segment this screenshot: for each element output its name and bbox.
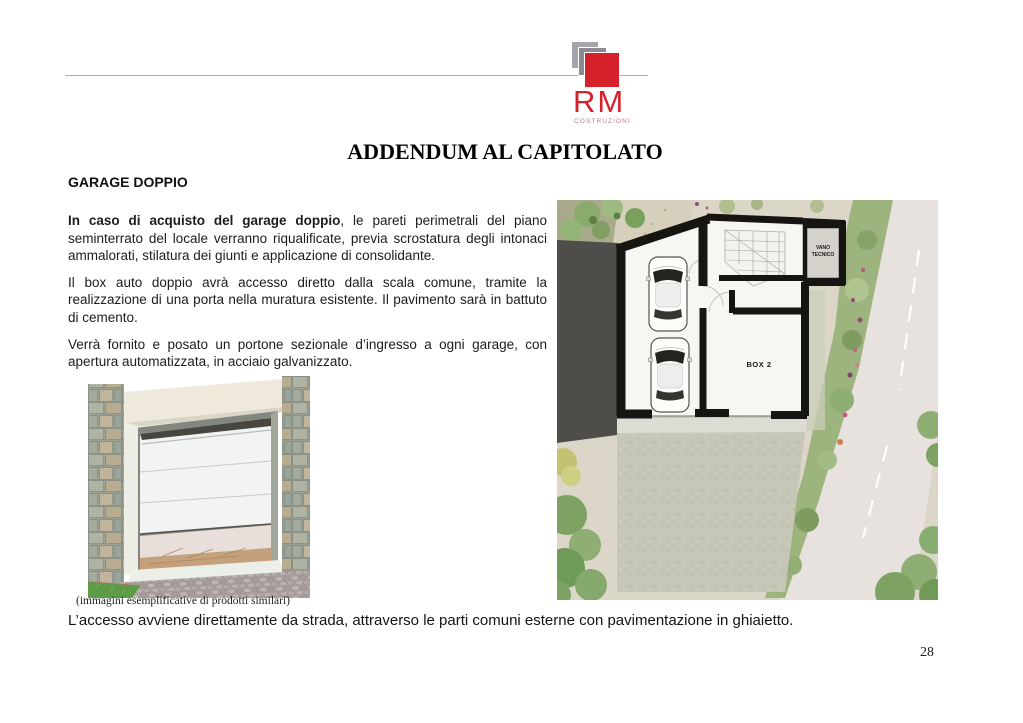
vano-tecnico-label-line1: VANO	[815, 245, 831, 251]
stone-pillar-left	[88, 384, 124, 592]
floor-plan-illustration	[557, 200, 938, 600]
logo-subtitle: COSTRUZIONI	[574, 118, 631, 125]
logo-square-front	[584, 52, 620, 88]
section-heading: GARAGE DOPPIO	[68, 174, 188, 190]
dark-area-left	[557, 240, 619, 443]
floor-plan-image	[557, 200, 938, 600]
vano-tecnico-label-line2: TECNICO	[811, 252, 835, 258]
stone-pillar-right	[282, 376, 310, 582]
company-logo	[565, 36, 645, 132]
gravel-courtyard	[617, 416, 809, 592]
logo-wordmark: RM	[573, 84, 626, 119]
paragraph-1-lead-bold: In caso di acquisto del garage doppio	[68, 213, 341, 228]
side-path	[807, 290, 825, 430]
paragraph-1-rest: , le pareti perimetrali del piano seminterrato del locale verranno riqualificate, previa scrostatura degli intonaci ammalorati, stilatura dei giunti e applicazione di consolidante.	[68, 213, 547, 264]
garage-door-image	[88, 376, 310, 598]
page-title: ADDENDUM AL CAPITOLATO	[347, 139, 663, 164]
page-number: 28	[920, 645, 934, 660]
garage-door-illustration	[88, 376, 310, 598]
body-text-column	[68, 212, 547, 380]
box2-label: BOX 2	[746, 360, 772, 369]
car-top-view-1	[647, 257, 690, 331]
image-caption: (immagini esemplificative di prodotti similari)	[76, 595, 290, 607]
closing-text: L’accesso avviene direttamente da strada, attraverso le parti comuni esterne con pavimentazione in ghiaietto.	[68, 612, 794, 629]
paragraph-3: Verrà fornito e posato un portone sezionale d’ingresso a ogni garage, con apertura automatizzata, in acciaio galvanizzato.	[68, 336, 547, 370]
header-rule-line	[65, 75, 648, 76]
paragraph-1	[68, 212, 547, 265]
sectional-door	[140, 418, 271, 534]
car-top-view-2	[649, 338, 692, 412]
paragraph-2: Il box auto doppio avrà accesso diretto dalla scala comune, tramite la realizzazione di una porta nella muratura esistente. Il pavimento sarà in battuto di cemento.	[68, 274, 547, 325]
